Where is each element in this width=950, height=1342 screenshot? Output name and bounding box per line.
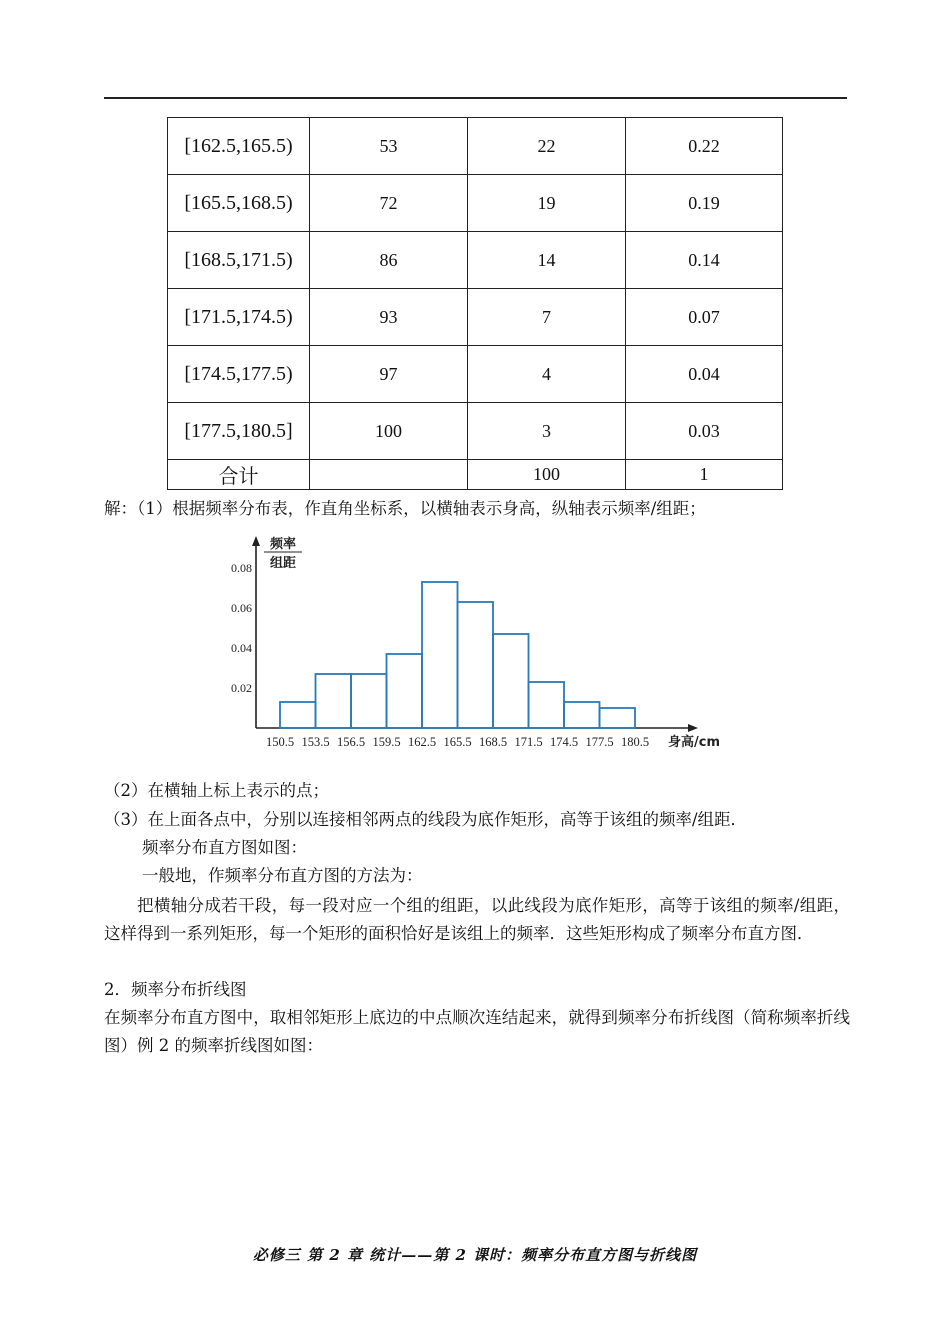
- x-tick-label: 165.5: [443, 735, 472, 749]
- x-tick-label: 180.5: [620, 735, 650, 749]
- interval-cell: [177.5,180.5]: [168, 403, 310, 460]
- x-tick-label: 177.5: [585, 735, 614, 749]
- frequency-histogram: [220, 530, 740, 760]
- interval-cell: [165.5,168.5): [168, 175, 310, 232]
- x-tick-label: 150.5: [265, 735, 295, 749]
- page-footer: 必修三 第 2 章 统计——第 2 课时：频率分布直方图与折线图: [252, 1246, 698, 1264]
- x-tick-label: 159.5: [372, 735, 401, 749]
- histogram-bar: [529, 682, 565, 728]
- count-cell: 3: [468, 403, 626, 460]
- x-tick-label: 171.5: [514, 735, 543, 749]
- cumulative-cell: 53: [310, 118, 468, 175]
- frequency-cell: 0.19: [626, 175, 783, 232]
- frequency-table: [167, 117, 783, 490]
- table-row: [168, 403, 783, 460]
- y-axis-label-top: 频率: [269, 537, 297, 552]
- y-tick-label: 0.06: [231, 601, 252, 615]
- histogram-bar: [600, 708, 636, 728]
- frequency-cell: 0.03: [626, 403, 783, 460]
- total-cumulative-cell: [310, 460, 468, 490]
- interval-cell: [174.5,177.5): [168, 346, 310, 403]
- count-cell: 7: [468, 289, 626, 346]
- x-axis-arrow: [688, 724, 698, 732]
- total-label-cell: 合计: [168, 460, 310, 490]
- total-frequency-cell: 1: [626, 460, 783, 490]
- frequency-cell: 0.07: [626, 289, 783, 346]
- cumulative-cell: 100: [310, 403, 468, 460]
- cumulative-cell: 97: [310, 346, 468, 403]
- histogram-bar: [493, 634, 529, 728]
- frequency-cell: 0.14: [626, 232, 783, 289]
- cumulative-cell: 72: [310, 175, 468, 232]
- histogram-bar: [316, 674, 352, 728]
- y-axis-label-bottom: 组距: [269, 556, 297, 571]
- frequency-cell: 0.22: [626, 118, 783, 175]
- interval-cell: [171.5,174.5): [168, 289, 310, 346]
- x-tick-label: 162.5: [407, 735, 437, 749]
- solution-step1: 解：（1）根据频率分布表，作直角坐标系，以横轴表示身高，纵轴表示频率/组距；: [104, 499, 706, 518]
- step2-text: （2）在横轴上标上表示的点；: [104, 781, 329, 800]
- count-cell: 22: [468, 118, 626, 175]
- x-tick-label: 168.5: [478, 735, 508, 749]
- polyline-paragraph: 在频率分布直方图中，取相邻矩形上底边的中点顺次连结起来，就得到频率分布折线图（简称频率折线图）例 2 的频率折线图如图：: [104, 1008, 850, 1055]
- step3-text: （3）在上面各点中，分别以连接相邻两点的线段为底作矩形，高等于该组的频率/组距．: [104, 810, 748, 829]
- y-tick-label: 0.02: [231, 681, 252, 695]
- total-count-cell: 100: [468, 460, 626, 490]
- table-row: [168, 118, 783, 175]
- count-cell: 4: [468, 346, 626, 403]
- x-axis-label: 身高/cm: [668, 735, 721, 750]
- histogram-bar: [458, 602, 494, 728]
- header-rule: [104, 97, 847, 99]
- interval-cell: [162.5,165.5): [168, 118, 310, 175]
- cumulative-cell: 93: [310, 289, 468, 346]
- histogram-bar: [422, 582, 458, 728]
- frequency-cell: 0.04: [626, 346, 783, 403]
- y-tick-label: 0.04: [231, 641, 252, 655]
- y-tick-label: 0.08: [231, 561, 252, 575]
- histogram-bar: [564, 702, 600, 728]
- table-row: [168, 175, 783, 232]
- count-cell: 14: [468, 232, 626, 289]
- generally-text: 一般地，作频率分布直方图的方法为：: [142, 866, 423, 885]
- section2-title: 2．频率分布折线图: [104, 980, 247, 999]
- table-row: [168, 289, 783, 346]
- method-paragraph: 把横轴分成若干段，每一段对应一个组的组距，以此线段为底作矩形，高等于该组的频率/组距，这样得到一系列矩形，每一个矩形的面积恰好是该组上的频率．这些矩形构成了频率分布直方图．: [104, 896, 850, 943]
- histogram-bar: [351, 674, 387, 728]
- table-row: [168, 346, 783, 403]
- y-axis-arrow: [252, 536, 260, 546]
- interval-cell: [168.5,171.5): [168, 232, 310, 289]
- x-tick-label: 156.5: [336, 735, 366, 749]
- x-tick-label: 153.5: [301, 735, 330, 749]
- count-cell: 19: [468, 175, 626, 232]
- histogram-as-shown: 频率分布直方图如图：: [142, 838, 307, 857]
- cumulative-cell: 86: [310, 232, 468, 289]
- x-tick-label: 174.5: [549, 735, 579, 749]
- histogram-bar: [387, 654, 423, 728]
- table-total-row: [168, 460, 783, 490]
- table-row: [168, 232, 783, 289]
- histogram-bar: [280, 702, 316, 728]
